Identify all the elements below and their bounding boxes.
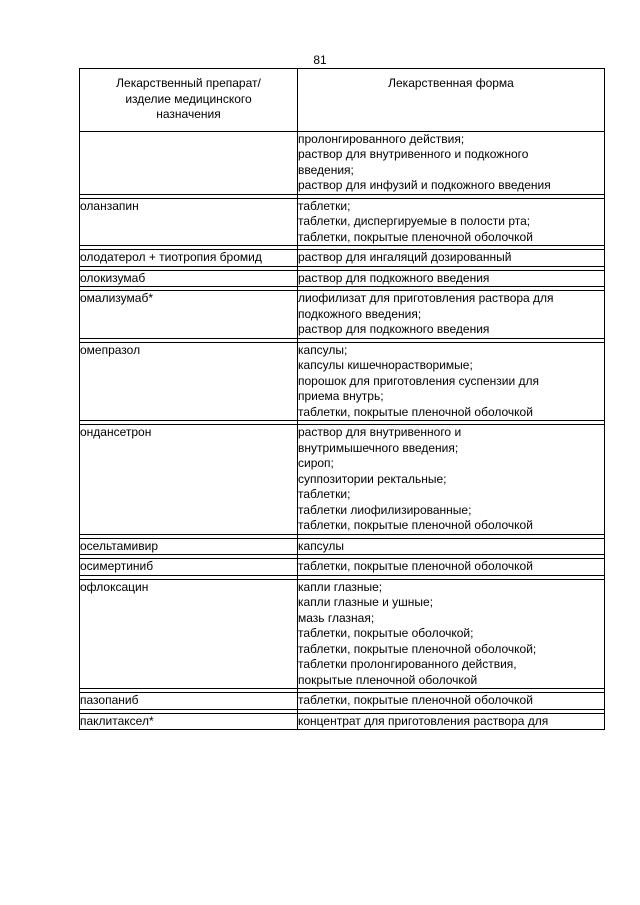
dosage-form-line: таблетки пролонгированного действия,: [298, 657, 517, 671]
dosage-form-line: таблетки, покрытые оболочкой;: [298, 626, 474, 640]
header-row: [80, 69, 605, 132]
dosage-form-line: подкожного введения;: [298, 306, 422, 321]
table-row: [80, 693, 605, 710]
dosage-form-line: таблетки, покрытые пленочной оболочкой: [298, 404, 533, 419]
dosage-form-line: раствор для инфузий и подкожного введения: [298, 178, 551, 192]
dosage-form-line: капсулы: [298, 538, 345, 553]
header-drug-line: изделие медицинского: [125, 91, 252, 106]
dosage-form-cell: [298, 342, 605, 421]
drug-name-cell: ондансетрон: [80, 425, 298, 535]
table-header: [80, 69, 605, 132]
dosage-form-line: концентрат для приготовления раствора для: [298, 713, 549, 728]
table-row: [80, 250, 605, 267]
drug-table: [79, 68, 605, 730]
header-drug-line: Лекарственный препарат/: [116, 76, 261, 90]
header-drug-column: [80, 69, 298, 132]
dosage-form-line: сироп;: [298, 456, 334, 470]
table-row: [80, 270, 605, 287]
table-row: [80, 291, 605, 339]
dosage-form-line: пролонгированного действия;: [298, 131, 465, 146]
table-row: [80, 579, 605, 689]
drug-name-cell: офлоксацин: [80, 579, 298, 689]
dosage-form-line: таблетки, покрытые пленочной оболочкой: [298, 559, 533, 573]
dosage-form-line: раствор для подкожного введения: [298, 322, 490, 336]
table-row: [80, 425, 605, 535]
dosage-form-line: приема внутрь;: [298, 389, 384, 403]
drug-name-cell: [80, 131, 298, 194]
dosage-form-line: раствор для ингаляций дозированный: [298, 250, 512, 264]
dosage-form-line: таблетки, покрытые пленочной оболочкой: [298, 229, 533, 244]
dosage-form-line: капсулы;: [298, 342, 348, 357]
table-row: [80, 559, 605, 576]
table-row: [80, 713, 605, 730]
drug-name-cell: омализумаб*: [80, 291, 298, 339]
table-row: [80, 131, 605, 194]
dosage-form-line: капли глазные;: [298, 579, 383, 594]
drug-name-cell: олодатерол + тиотропия бромид: [80, 250, 298, 267]
dosage-form-cell: [298, 559, 605, 576]
drug-name-cell: паклитаксел*: [80, 713, 298, 730]
dosage-form-line: таблетки, покрытые пленочной оболочкой;: [298, 641, 537, 656]
dosage-form-line: мазь глазная;: [298, 610, 375, 625]
dosage-form-line: порошок для приготовления суспензии для: [298, 373, 540, 388]
header-form-column: Лекарственная форма: [298, 69, 605, 132]
dosage-form-line: таблетки, диспергируемые в полости рта;: [298, 214, 531, 228]
dosage-form-line: раствор для подкожного введения: [298, 270, 490, 285]
table-body: [80, 131, 605, 730]
dosage-form-line: таблетки, покрытые пленочной оболочкой: [298, 693, 533, 707]
dosage-form-line: таблетки лиофилизированные;: [298, 502, 472, 517]
drug-name-cell: оланзапин: [80, 198, 298, 246]
dosage-form-cell: [298, 579, 605, 689]
drug-name-cell: олокизумаб: [80, 270, 298, 287]
dosage-form-cell: [298, 538, 605, 555]
dosage-form-line: внутримышечного введения;: [298, 440, 459, 455]
table-row: [80, 538, 605, 555]
dosage-form-cell: [298, 131, 605, 194]
drug-name-cell: осимертиниб: [80, 559, 298, 576]
dosage-form-cell: [298, 693, 605, 710]
dosage-form-line: капли глазные и ушные;: [298, 595, 434, 609]
dosage-form-line: таблетки;: [298, 487, 351, 501]
dosage-form-line: введения;: [298, 162, 354, 177]
header-drug-line: назначения: [156, 107, 221, 121]
table-row: [80, 198, 605, 246]
drug-name-cell: осельтамивир: [80, 538, 298, 555]
dosage-form-line: таблетки, покрытые пленочной оболочкой: [298, 518, 533, 532]
dosage-form-cell: [298, 425, 605, 535]
dosage-form-cell: [298, 713, 605, 730]
dosage-form-line: таблетки;: [298, 198, 351, 213]
dosage-form-cell: [298, 270, 605, 287]
drug-name-cell: пазопаниб: [80, 693, 298, 710]
drug-name-cell: омепразол: [80, 342, 298, 421]
dosage-form-cell: [298, 198, 605, 246]
dosage-form-line: суппозитории ректальные;: [298, 471, 447, 486]
dosage-form-line: покрытые пленочной оболочкой: [298, 672, 478, 687]
page-number: 81: [313, 53, 327, 67]
table-row: [80, 342, 605, 421]
dosage-form-cell: [298, 250, 605, 267]
dosage-form-line: лиофилизат для приготовления раствора для: [298, 291, 554, 305]
dosage-form-cell: [298, 291, 605, 339]
dosage-form-line: раствор для внутривенного и подкожного: [298, 147, 529, 161]
dosage-form-line: раствор для внутривенного и: [298, 425, 462, 439]
dosage-form-line: капсулы кишечнорастворимые;: [298, 358, 473, 372]
